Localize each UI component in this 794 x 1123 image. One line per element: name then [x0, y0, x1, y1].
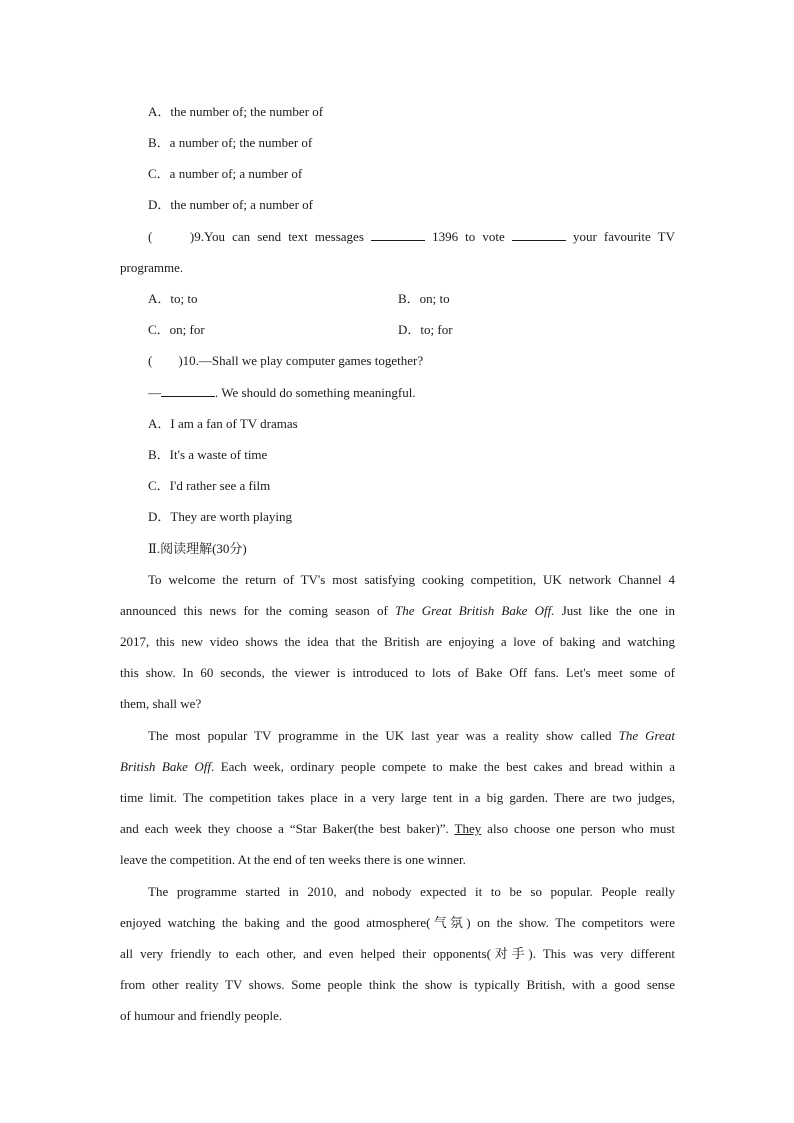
option-text: on; to	[419, 291, 450, 306]
passage-p2-line2	[120, 759, 675, 775]
passage-p3-line4	[120, 977, 675, 993]
answer-paren: ( )	[148, 353, 183, 368]
option-text: a number of; the number of	[169, 135, 313, 150]
underlined-word: They	[454, 821, 482, 836]
passage-p1-line2	[120, 603, 675, 619]
option-letter: A．	[148, 291, 171, 306]
passage-p1-line1	[148, 572, 675, 588]
q10-stem	[148, 353, 675, 369]
passage-p2-line1	[148, 728, 675, 744]
passage-text: The most popular TV programme in the UK last year was a reality show called	[148, 728, 612, 743]
q8-option-c	[148, 166, 675, 182]
option-letter: A．	[148, 416, 171, 431]
option-text: to; for	[420, 322, 453, 337]
option-text: on; for	[169, 322, 205, 337]
option-text: to; to	[170, 291, 198, 306]
passage-p3-line1	[148, 884, 675, 900]
option-letter: C．	[148, 322, 170, 337]
passage-text: all very friendly to each other, and even helped their opponents(对手). This was very different	[120, 946, 675, 961]
option-letter: C．	[148, 166, 170, 181]
passage-text: 2017, this new video shows the idea that the British are enjoying a love of baking and watching	[120, 634, 675, 649]
option-text: the number of; the number of	[170, 104, 324, 119]
stem-text: programme.	[120, 260, 184, 275]
option-letter: B．	[148, 135, 170, 150]
answer-blank	[161, 384, 215, 397]
option-letter: B．	[148, 447, 170, 462]
q8-option-d	[148, 197, 675, 213]
option-letter: D．	[148, 509, 171, 524]
passage-p2-line5	[120, 852, 675, 868]
passage-text: this show. In 60 seconds, the viewer is introduced to lots of Bake Off fans. Let's meet some of	[120, 665, 675, 680]
passage-text: and each week they choose a “Star Baker(the best baker)”.	[120, 821, 449, 836]
show-title: The Great British Bake Off.	[395, 603, 555, 618]
option-text: the number of; a number of	[170, 197, 313, 212]
stem-text: 10.—Shall we play computer games together?	[182, 353, 424, 368]
passage-text: Just like the one in	[561, 603, 676, 618]
reply-text: . We should do something meaningful.	[215, 385, 416, 400]
reply-dash: —	[148, 385, 161, 400]
stem-part: 1396 to vote	[432, 229, 505, 244]
q8-option-a	[148, 104, 675, 120]
option-letter: D．	[398, 322, 421, 337]
passage-p3-line2	[120, 915, 675, 931]
answer-blank	[371, 228, 425, 241]
q10-reply	[148, 384, 675, 401]
q8-option-b	[148, 135, 675, 151]
option-text: I'd rather see a film	[169, 478, 271, 493]
answer-blank	[512, 228, 566, 241]
passage-p3-line3	[120, 946, 675, 962]
answer-paren: ( )	[148, 229, 195, 244]
passage-text: enjoyed watching the baking and the good atmosphere(气氛) on the show. The competitors were	[120, 915, 675, 930]
passage-p1-line5	[120, 696, 675, 712]
passage-text: time limit. The competition takes place in a very large tent in a big garden. There are two judges,	[120, 790, 675, 805]
section-heading-text: Ⅱ.阅读理解(30分)	[148, 541, 247, 556]
question-number: 9.	[194, 229, 204, 244]
option-text: They are worth playing	[170, 509, 293, 524]
show-title: The Great	[618, 728, 676, 743]
passage-text: To welcome the return of TV's most satisfying cooking competition, UK network Channel 4	[148, 572, 675, 587]
option-letter: D．	[148, 197, 171, 212]
stem-part: your favourite TV	[572, 229, 675, 244]
q10-option-d	[148, 509, 675, 525]
q9-option-d	[398, 322, 453, 338]
option-letter: B．	[398, 291, 420, 306]
passage-text: announced this news for the coming season of	[120, 603, 388, 618]
q10-option-b	[148, 447, 675, 463]
passage-p2-line3	[120, 790, 675, 806]
passage-text: of humour and friendly people.	[120, 1008, 283, 1023]
section-heading	[148, 541, 675, 557]
option-letter: C．	[148, 478, 170, 493]
passage-p2-line4	[120, 821, 675, 837]
q9-stem	[148, 228, 675, 245]
show-title: British Bake Off	[120, 759, 211, 774]
option-letter: A．	[148, 104, 171, 119]
option-text: I am a fan of TV dramas	[170, 416, 298, 431]
passage-text: them, shall we?	[120, 696, 202, 711]
passage-p3-line5	[120, 1008, 675, 1024]
passage-text: from other reality TV shows. Some people think the show is typically British, with a good sense	[120, 977, 675, 992]
q10-option-c	[148, 478, 675, 494]
q10-option-a	[148, 416, 675, 432]
stem-part: You can send text messages	[203, 229, 364, 244]
option-text: a number of; a number of	[169, 166, 303, 181]
passage-text: also choose one person who must	[487, 821, 675, 836]
option-text: It's a waste of time	[169, 447, 268, 462]
passage-text: . Each week, ordinary people compete to make the best cakes and bread within a	[210, 759, 675, 774]
passage-text: The programme started in 2010, and nobody expected it to be so popular. People really	[148, 884, 675, 899]
q9-option-b	[398, 291, 450, 307]
passage-p1-line4	[120, 665, 675, 681]
passage-p1-line3	[120, 634, 675, 650]
passage-text: leave the competition. At the end of ten weeks there is one winner.	[120, 852, 466, 867]
q9-stem-continued	[120, 260, 675, 276]
